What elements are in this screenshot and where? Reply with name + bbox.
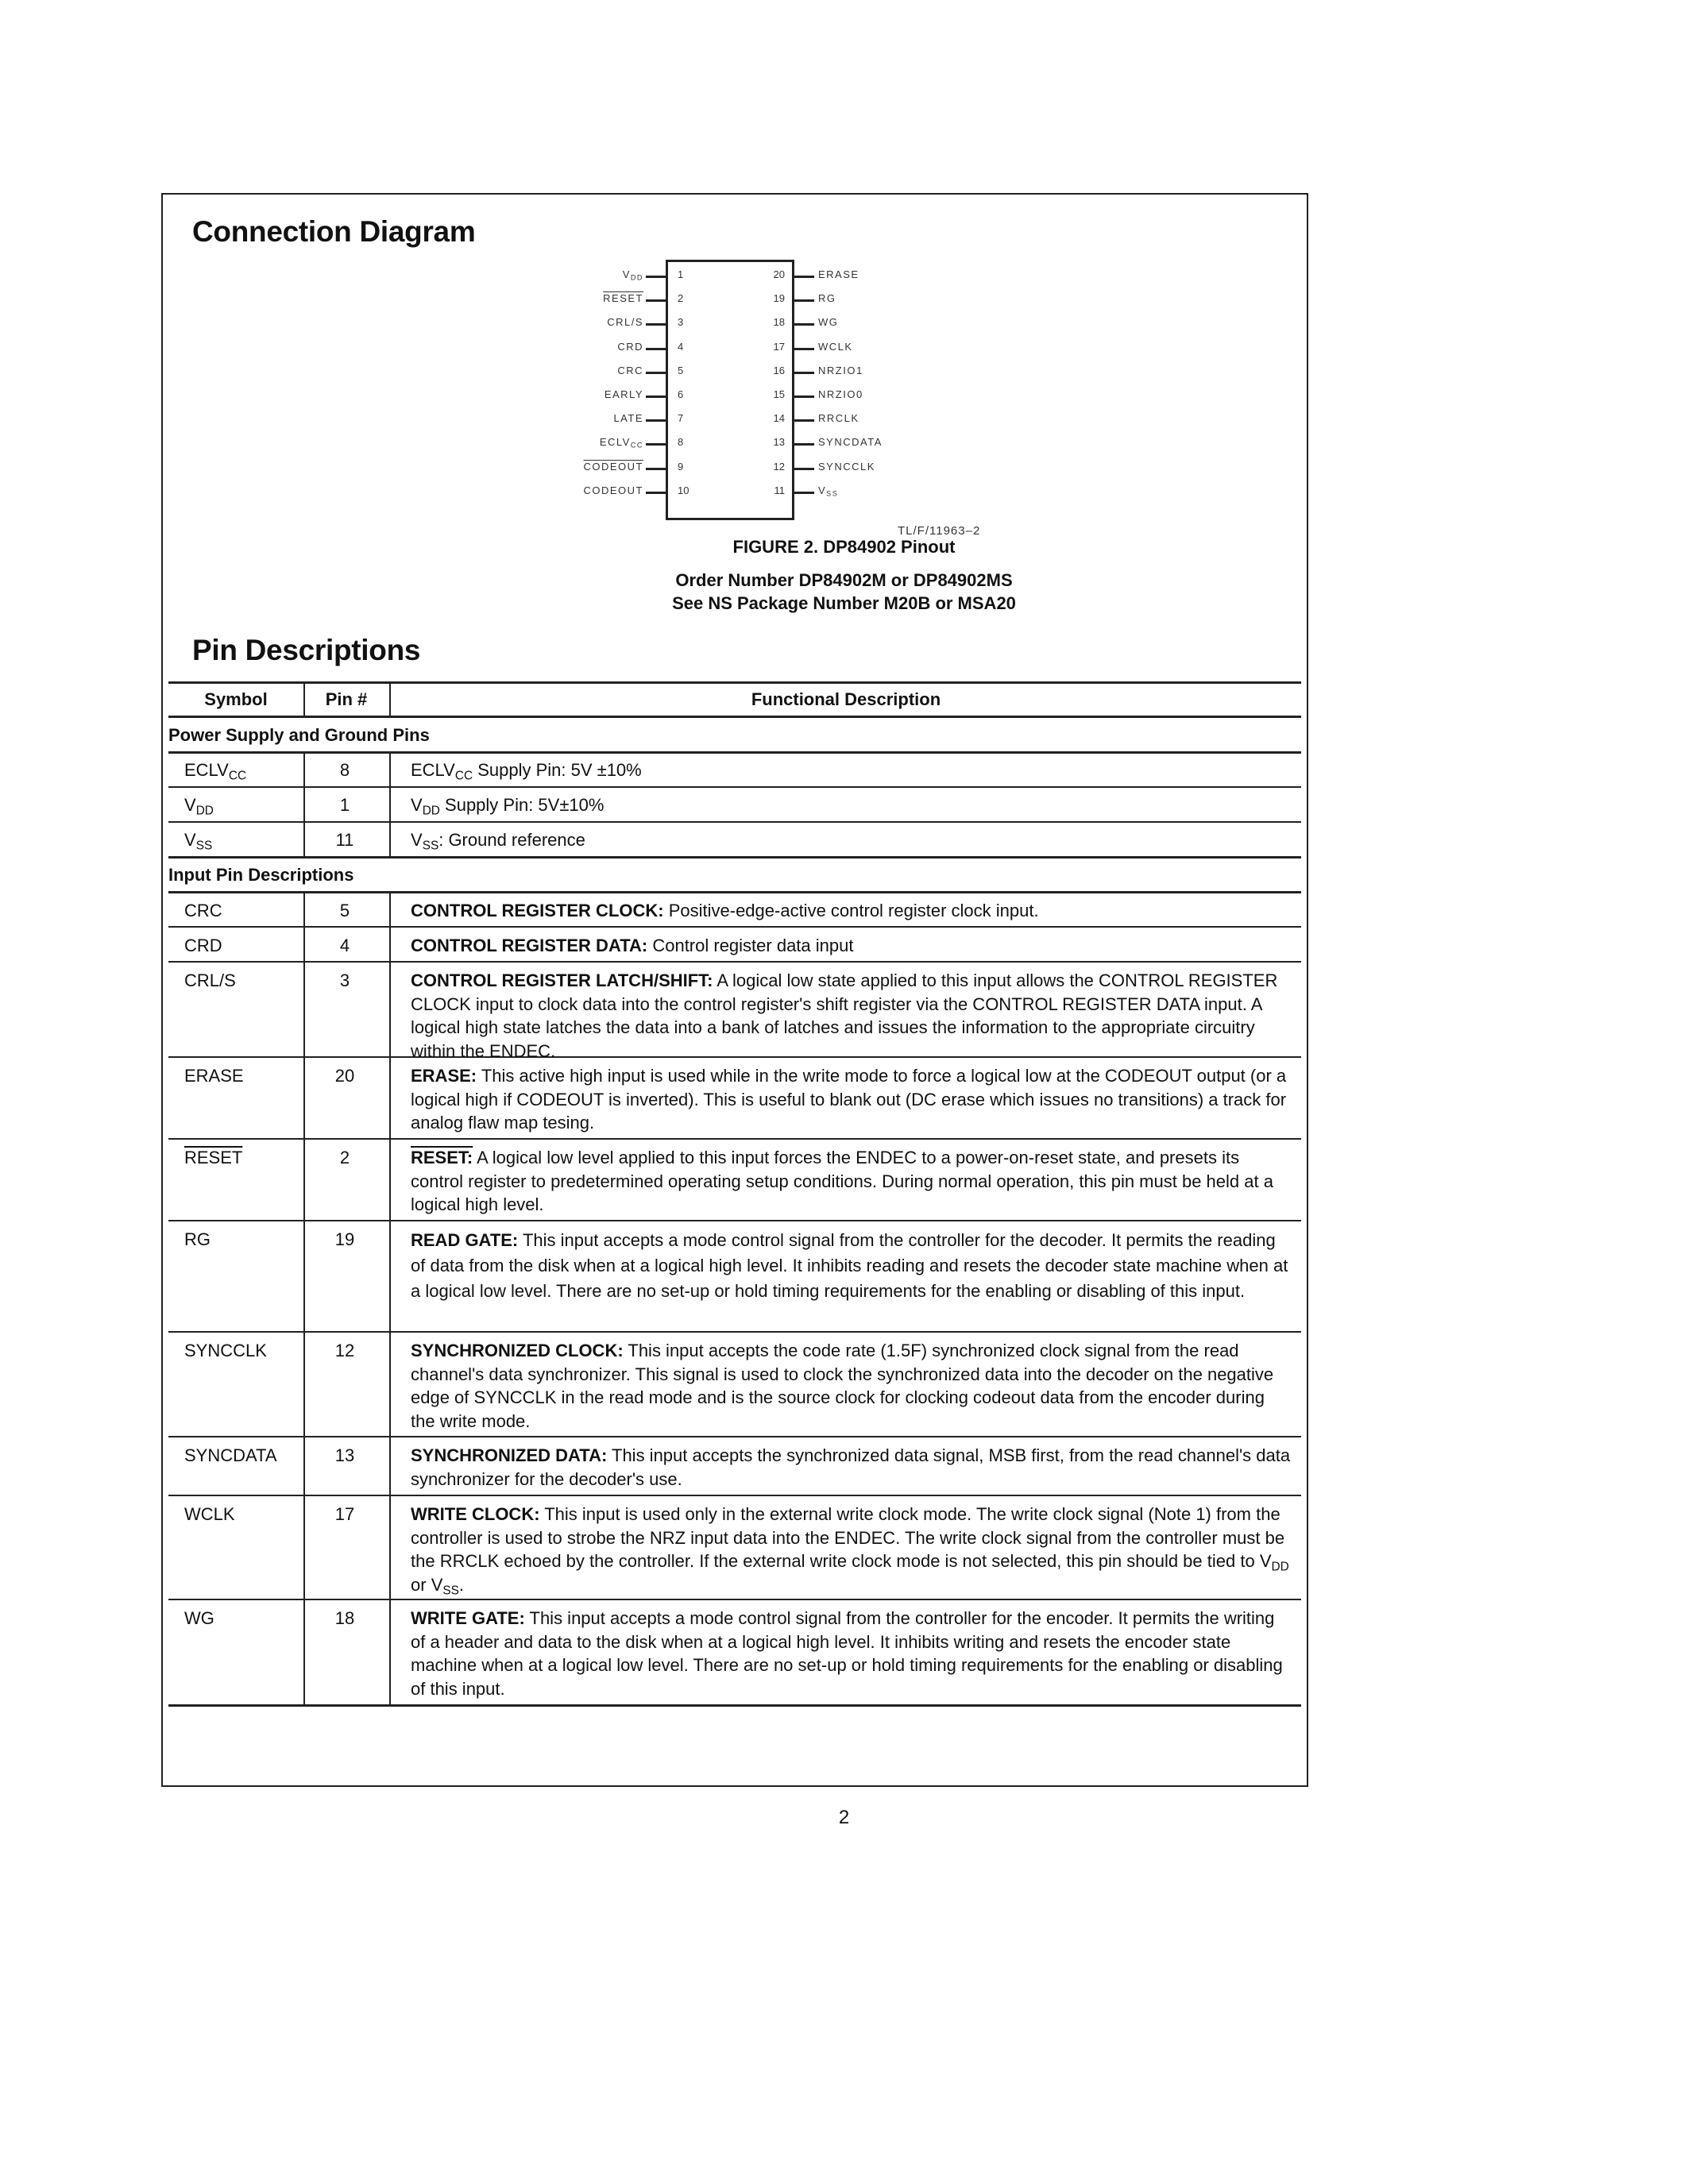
pin-name: WCLK [818, 340, 853, 353]
symbol-cell: $V_{SS}$ [184, 830, 213, 853]
symbol-cell: CRC [184, 901, 222, 920]
description-cell: $V_{DD}$ Supply Pin: 5V±10% [411, 795, 605, 818]
description-cell: CONTROL REGISTER LATCH/SHIFT: A logical low state applied to this input allows the CONTROL REGISTER CLOCK input to clock data into the control register's shift register via the CONTROL REGISTER DATA input. A logical high state latches the data into a bank of latches and issues the information to the appropriate circuitry within the ENDEC. [411, 970, 1278, 1061]
description-cell: CONTROL REGISTER DATA: Control register data input [411, 936, 854, 955]
pin-name: WG [818, 316, 839, 329]
pin-name: CRC [617, 364, 643, 376]
symbol-cell: ERASE [184, 1066, 244, 1086]
pin-name: NRZIO1 [818, 364, 863, 376]
pin-number-cell: 5 [339, 901, 350, 920]
header-pin: Pin # [325, 689, 368, 709]
pin-lead [646, 443, 666, 446]
pin-name: RG [818, 292, 836, 305]
pin-label [556, 268, 643, 284]
table-rule [168, 1436, 1301, 1437]
column-divider [389, 751, 391, 856]
pin-name: RESET [603, 292, 643, 305]
pin-lead [646, 348, 666, 350]
pin-name-subscript: CC [630, 442, 643, 450]
pin-name: RRCLK [818, 412, 859, 425]
pin-name: CRL/S [607, 316, 643, 329]
pin-number: 14 [773, 412, 785, 425]
pin-number: 12 [773, 460, 785, 473]
pin-number: 9 [678, 460, 684, 473]
pin-label [818, 388, 863, 404]
pin-label [818, 484, 838, 500]
table-rule [168, 891, 1301, 893]
pin-name: $V_{DD}$ [622, 268, 643, 282]
symbol-cell: $ECLV_{CC}$ [184, 760, 247, 783]
symbol-cell: RG [184, 1229, 211, 1249]
pin-label [556, 484, 643, 500]
pin-number: 2 [678, 292, 684, 305]
pin-lead [646, 419, 666, 422]
pin-number: 18 [773, 316, 785, 329]
pin-lead [794, 443, 814, 446]
pin-label [818, 341, 853, 357]
pin-name: CODEOUT [583, 484, 643, 496]
symbol-cell: SYNCDATA [184, 1445, 277, 1465]
figure-caption: FIGURE 2. DP84902 Pinout [732, 537, 956, 557]
pin-descriptions-title: Pin Descriptions [192, 634, 421, 666]
description-cell: RESET: A logical low level applied to this input forces the ENDEC to a power-on-reset state, and presets its control register to predetermined operating setup conditions. During normal operation, this pin must be held at a logical high level. [411, 1148, 1273, 1214]
table-rule [168, 926, 1301, 928]
table-rule [168, 1704, 1301, 1707]
pin-lead [794, 372, 814, 374]
pin-lead [646, 323, 666, 326]
description-cell: SYNCHRONIZED CLOCK: This input accepts the code rate (1.5F) synchronized clock signal from the read channel's data synchronizer. This signal is used to clock the synchronized data into the decoder on the negative edge of SYNCCLK in the read mode and is the source clock for clocking codeout data from the encoder during the write mode. [411, 1341, 1274, 1431]
pin-lead [646, 396, 666, 398]
description-cell: $ECLV_{CC}$ Supply Pin: 5V ±10% [411, 760, 642, 783]
pin-name: SYNCCLK [818, 460, 875, 473]
pin-label [556, 316, 643, 332]
pin-number: 10 [678, 484, 689, 496]
pin-number-cell: 2 [339, 1148, 350, 1167]
table-rule [168, 1138, 1301, 1140]
pin-label [556, 436, 643, 452]
table-rule [168, 856, 1301, 859]
pin-name: EARLY [604, 388, 643, 400]
pin-number: 5 [678, 364, 684, 376]
group-title-input: Input Pin Descriptions [168, 865, 354, 885]
table-rule [168, 1220, 1301, 1221]
pin-number-cell: 18 [334, 1608, 355, 1628]
pin-label [556, 365, 643, 380]
pin-lead [646, 299, 666, 302]
pin-name: $ECLV_{CC}$ [599, 436, 643, 450]
pin-lead [794, 492, 814, 494]
pin-label [818, 316, 838, 332]
pin-number: 16 [773, 364, 785, 376]
header-symbol: Symbol [204, 689, 268, 709]
pin-label [818, 365, 863, 380]
pin-lead [794, 419, 814, 422]
pin-label [818, 292, 836, 308]
description-cell: $V_{SS}$: Ground reference [411, 830, 585, 853]
column-divider [303, 891, 305, 1706]
pin-number: 19 [773, 292, 785, 305]
pin-number: 15 [773, 388, 785, 400]
package-number-line: See NS Package Number M20B or MSA20 [672, 593, 1016, 613]
pin-number-cell: 4 [339, 936, 350, 955]
pin-number-cell: 20 [334, 1066, 355, 1086]
pin-number: 13 [773, 436, 785, 449]
connection-diagram-title: Connection Diagram [192, 215, 476, 248]
order-number-line: Order Number DP84902M or DP84902MS [675, 570, 1013, 590]
pin-label [556, 388, 643, 404]
pin-lead [794, 396, 814, 398]
pin-label [818, 268, 859, 284]
table-rule [168, 786, 1301, 788]
pin-lead [794, 276, 814, 278]
pin-number: 20 [773, 268, 785, 280]
symbol-cell: WG [184, 1608, 214, 1628]
pin-lead [646, 492, 666, 494]
symbol-cell: $V_{DD}$ [184, 795, 214, 818]
pin-name: SYNCDATA [818, 436, 883, 449]
pin-lead [646, 276, 666, 278]
description-cell: SYNCHRONIZED DATA: This input accepts the synchronized data signal, MSB first, from the read channel's data synchronizer for the decoder's use. [411, 1445, 1291, 1489]
table-rule [168, 681, 1301, 684]
pin-lead [646, 372, 666, 374]
description-cell: WRITE GATE: This input accepts a mode control signal from the controller for the encoder. It permits the writing of a header and data to the disk when at a logical high level. It inhibits writing and resets the encoder state machine when at a logical low level. There are no set-up or hold timing requirements for the enabling or disabling of this input. [411, 1608, 1283, 1699]
pin-name: LATE [613, 412, 643, 425]
pin-label [556, 412, 643, 428]
symbol-cell: CRD [184, 936, 222, 955]
pin-lead [794, 468, 814, 470]
pin-label [818, 436, 883, 452]
pin-name-subscript: DD [630, 273, 643, 282]
pin-lead [794, 348, 814, 350]
pin-name: V [818, 484, 827, 496]
group-title-power: Power Supply and Ground Pins [168, 725, 430, 745]
pin-number: 11 [774, 484, 785, 496]
table-rule [168, 1495, 1301, 1496]
pin-label [556, 341, 643, 357]
pin-number-cell: 1 [339, 795, 350, 815]
pin-number: 3 [678, 316, 684, 329]
pin-number-cell: 3 [339, 970, 350, 990]
description-cell: WRITE CLOCK: This input is used only in the external write clock mode. The write clock signal (Note 1) from the controller is used to strobe the NRZ input data into the ENDEC. The write clock signal from the controller must be the RRCLK echoed by the controller. If the external write clock mode is not selected, this pin should be tied to $V_{DD}$ or $V_{SS}$. [411, 1504, 1289, 1598]
description-cell: READ GATE: This input accepts a mode control signal from the controller for the decoder. It permits the reading of data from the disk when at a logical high level. It inhibits reading and resets the decoder state machine when at a logical low level. There are no set-up or hold timing requirements for the enabling or disabling of this input. [411, 1230, 1288, 1301]
table-rule [168, 821, 1301, 823]
pin-number-cell: 11 [335, 830, 354, 850]
table-rule [168, 1599, 1301, 1600]
pin-number: 8 [678, 436, 684, 449]
column-divider [389, 891, 391, 1706]
pin-label [556, 292, 643, 308]
pin-lead [646, 468, 666, 470]
pin-number-cell: 19 [334, 1229, 355, 1249]
description-cell: CONTROL REGISTER CLOCK: Positive-edge-active control register clock input. [411, 901, 1039, 920]
table-rule [168, 961, 1301, 963]
table-rule [168, 751, 1301, 754]
pin-lead [794, 323, 814, 326]
table-rule [168, 716, 1301, 718]
pin-name: CODEOUT [583, 460, 643, 473]
figure-tl-code: TL/F/11963–2 [898, 524, 981, 538]
header-description: Functional Description [751, 689, 941, 709]
page-number: 2 [838, 1807, 850, 1828]
symbol-cell: WCLK [184, 1504, 235, 1524]
pin-name: CRD [617, 340, 643, 353]
symbol-cell: SYNCCLK [184, 1341, 267, 1360]
pin-label [818, 461, 875, 477]
pin-number-cell: 17 [334, 1504, 355, 1524]
symbol-cell: RESET [184, 1148, 243, 1167]
table-rule [168, 1331, 1301, 1333]
pin-number: 4 [678, 340, 684, 353]
pin-number-cell: 8 [339, 760, 350, 780]
pin-number-cell: 13 [334, 1445, 355, 1465]
pin-number: 1 [678, 268, 684, 280]
pin-number: 7 [678, 412, 684, 425]
pin-number: 17 [773, 340, 785, 353]
description-cell: ERASE: This active high input is used while in the write mode to force a logical low at the CODEOUT output (or a logical high if CODEOUT is inverted). This is useful to blank out (DC erase which issues no transitions) a track for analog flaw map tesing. [411, 1066, 1287, 1133]
pin-name-subscript: SS [826, 489, 839, 498]
pin-label [556, 461, 643, 477]
pin-label [818, 412, 859, 428]
pin-name: ERASE [818, 268, 859, 280]
pin-number: 6 [678, 388, 684, 400]
pin-name: NRZIO0 [818, 388, 863, 400]
symbol-cell: CRL/S [184, 970, 236, 990]
pin-lead [794, 299, 814, 302]
pin-number-cell: 12 [334, 1341, 355, 1360]
